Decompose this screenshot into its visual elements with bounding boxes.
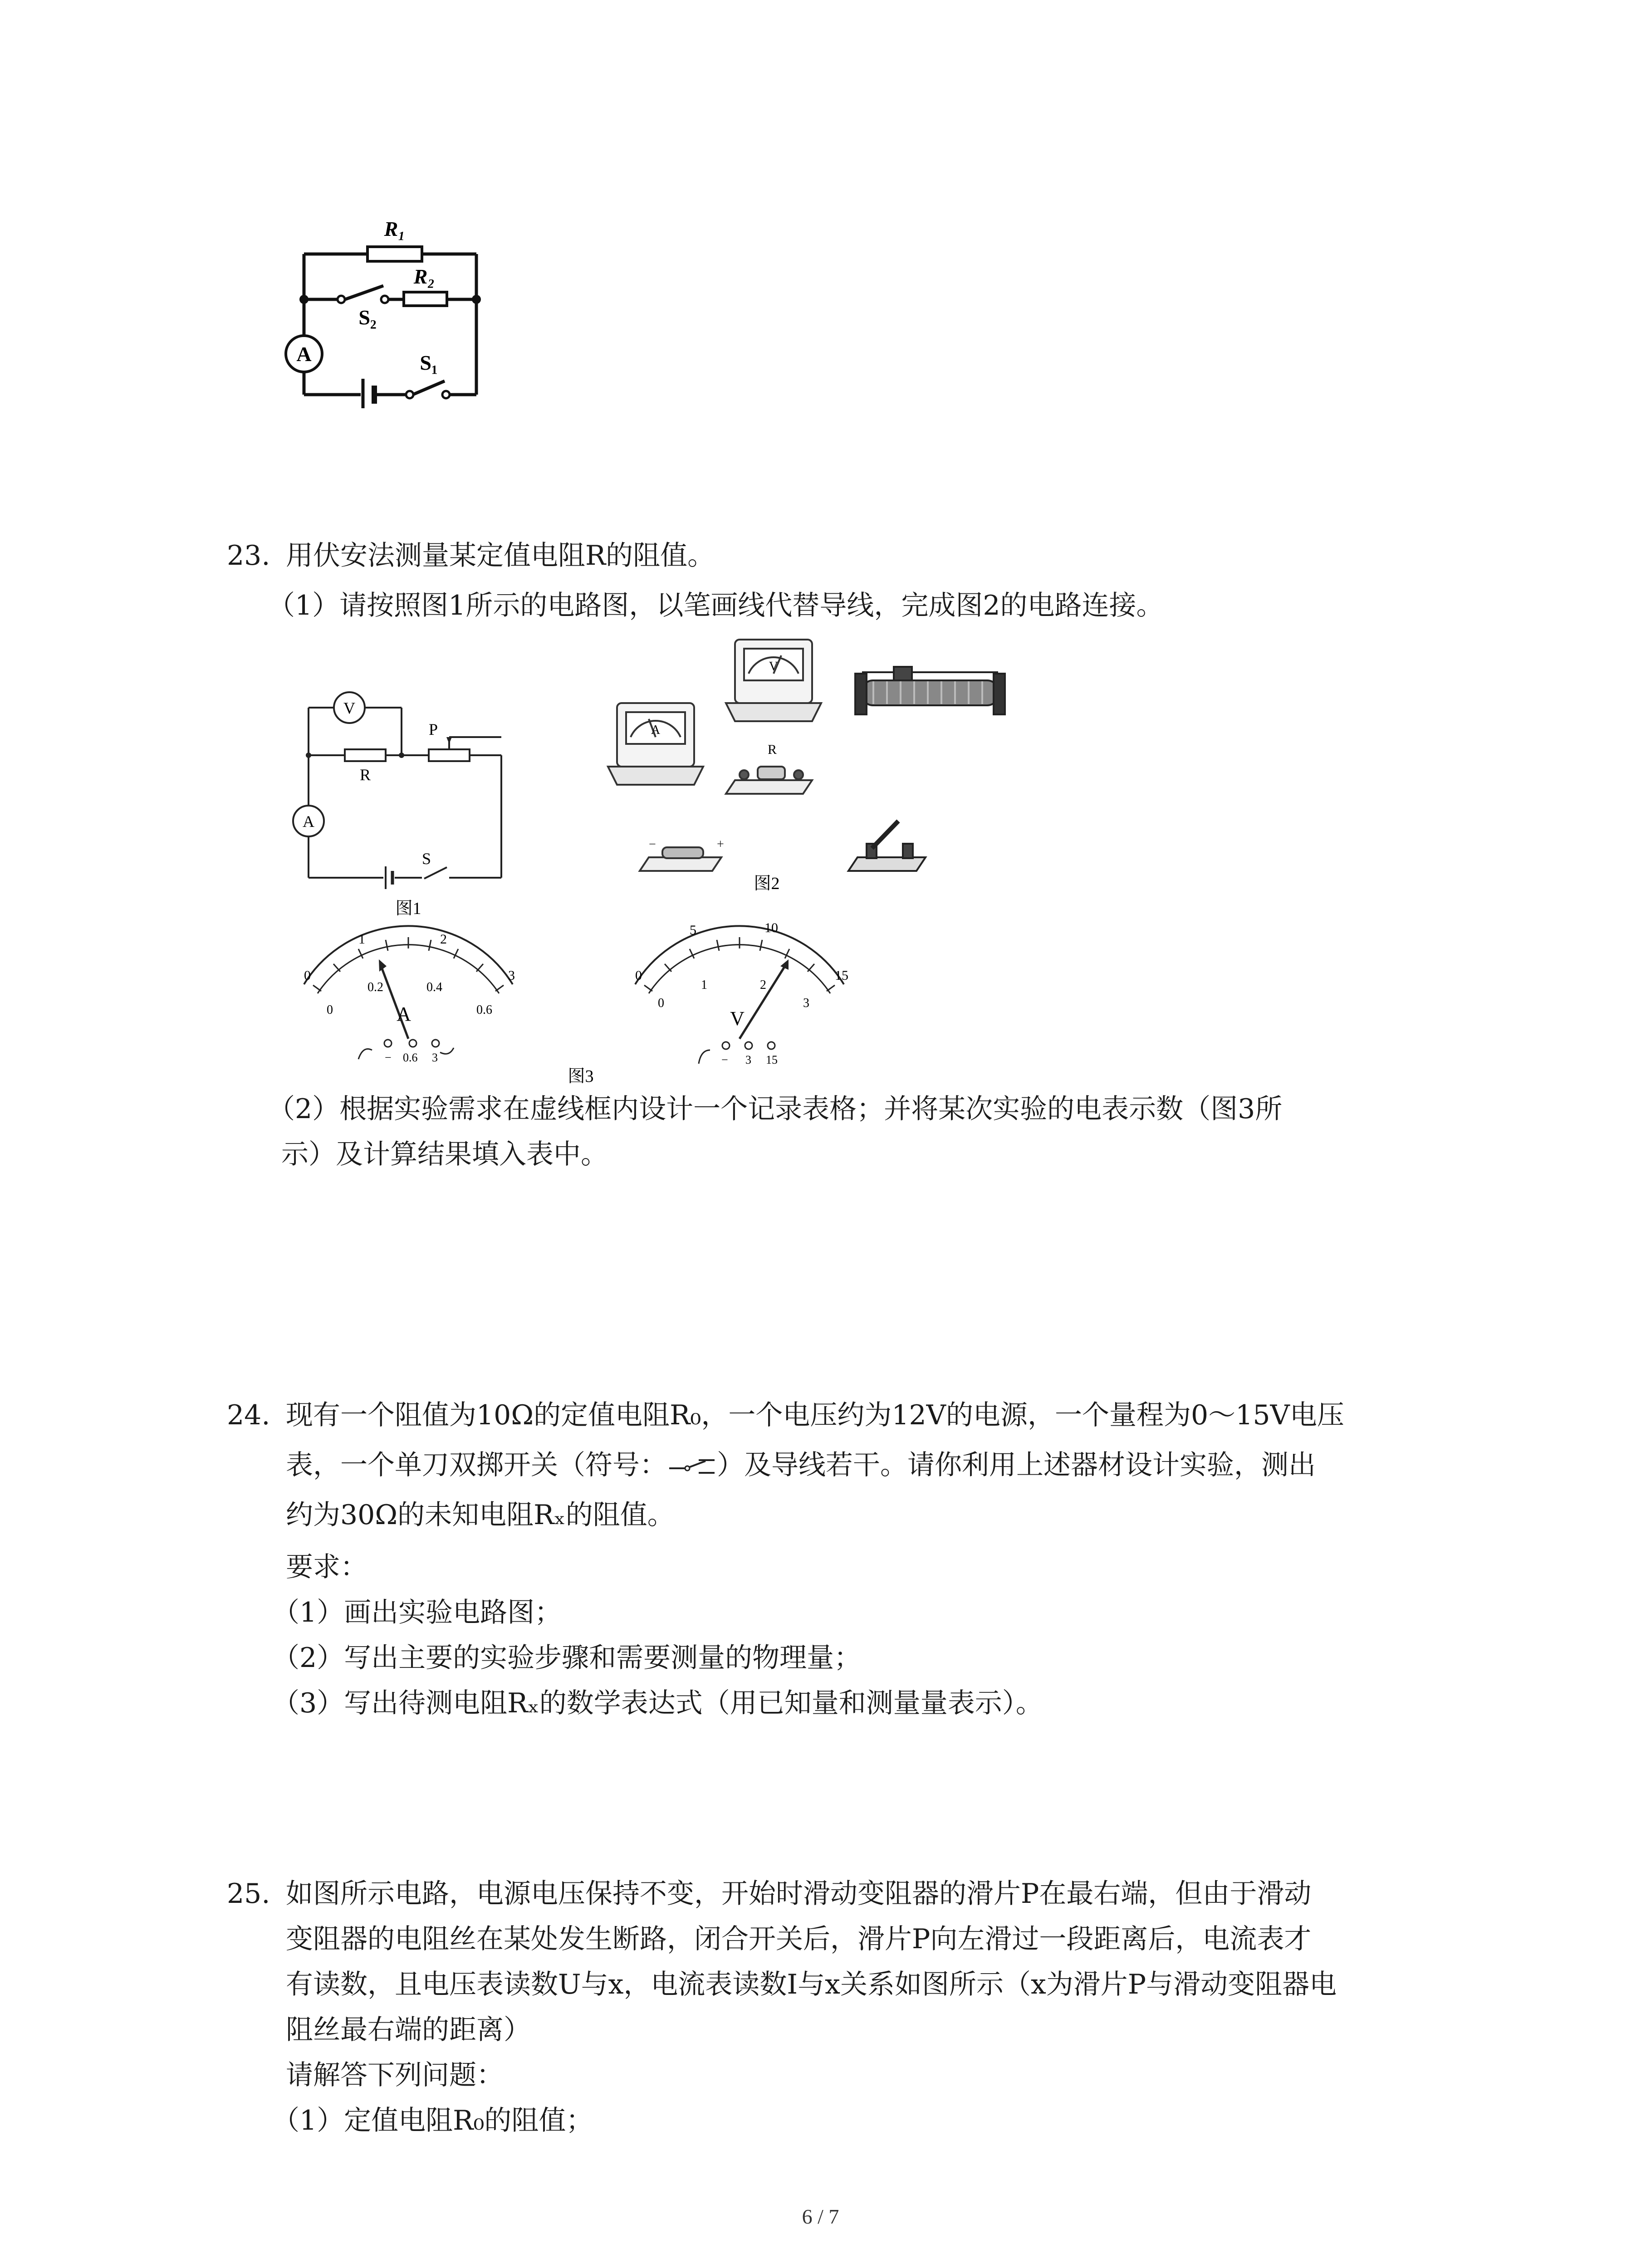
q24-req-1: （1）画出实验电路图； [272,1597,562,1628]
spdt-switch-icon [667,1451,717,1483]
fig2-v-label: V [769,660,779,674]
q25-line4: 阻丝最右端的距离） [286,2014,531,2046]
q24-requirements-label: 要求： [286,1551,367,1583]
fig1-r-label: R [359,766,371,784]
fig3-a-term-0: − [385,1051,392,1064]
fig3-v-letter: V [730,1007,745,1030]
fig3-a-tick-3: 3 [508,968,515,983]
q25-line1 [227,1871,1311,1916]
q25-number: 25. [227,1878,270,1910]
fig22-ammeter-label: A [296,342,312,366]
fig3-a-tick-2: 2 [440,932,447,947]
q23-number: 23. [227,540,270,572]
fig3-a-inner-1: 0.2 [367,980,383,994]
fig3-a-letter: A [397,1003,411,1025]
q24-line2a: 表，一个单刀双掷开关（符号： [286,1449,667,1481]
fig2-battery [640,837,724,871]
q23-stem [227,533,715,578]
fig1-s-label: S [421,850,431,868]
q23-part2-line1: （2）根据实验需求在虚线框内设计一个记录表格；并将某次实验的电表示数（图3所 [268,1093,1283,1125]
fig3-a-term-2: 3 [432,1051,438,1064]
fig3-a-inner-3: 0.6 [476,1003,492,1017]
fig2-caption: 图2 [754,874,780,893]
q25-line2: 变阻器的电阻丝在某处发生断路，闭合开关后，滑片P向左滑过一段距离后，电流表才 [286,1923,1312,1955]
fig3-v-tick-0: 0 [635,968,642,983]
fig1-p-label: P [428,720,438,738]
q24-line2b: ）及导线若干。请你利用上述器材设计实验，测出 [717,1449,1316,1481]
q23-stem-text: 用伏安法测量某定值电阻R的阻值。 [286,540,715,572]
fig2-r-label: R [767,742,777,757]
q23-fig2-apparatus [603,631,1034,903]
svg-text:+: + [717,837,724,851]
q25-line1-text: 如图所示电路，电源电压保持不变，开始时滑动变阻器的滑片P在最右端，但由于滑动 [286,1878,1312,1910]
q24-number: 24. [227,1399,270,1431]
fig22-s2-label: S₂ [358,306,377,329]
fig2-voltmeter [726,640,821,721]
fig2-switch [848,821,926,871]
fig3-v-inner-3: 3 [803,996,809,1010]
fig3-v-inner-1: 1 [701,978,707,992]
fig3-caption: 图3 [568,1067,594,1086]
svg-text:−: − [649,837,656,851]
q24-line3: 约为30Ω的未知电阻Rₓ的阻值。 [286,1499,675,1531]
q24-line1-text: 现有一个阻值为10Ω的定值电阻R₀，一个电压约为12V的电源，一个量程为0～15V电压 [286,1399,1344,1431]
fig22-s1-label: S₁ [420,351,438,374]
fig3-v-term-2: 15 [766,1053,778,1066]
fig3-a-inner-0: 0 [327,1003,333,1017]
fig1-v-label: V [343,699,355,717]
fig1-a-label: A [303,812,314,831]
fig3-v-terminals [699,1042,775,1064]
q24-line1 [227,1393,1344,1438]
fig22-r2-label: R₂ [413,265,435,288]
fig3-v-tick-2: 10 [764,920,778,935]
fig3-v-tick-1: 5 [690,923,696,938]
q23-part1: （1）请按照图1所示的电路图，以笔画线代替导线，完成图2的电路连接。 [268,590,1164,621]
q24-req-3: （3）写出待测电阻Rₓ的数学表达式（用已知量和测量量表示）。 [272,1687,1043,1719]
q23-fig1-circuit [272,671,526,925]
fig3-a-inner-2: 0.4 [426,980,442,994]
fig2-resistor [726,767,812,794]
q23-part2-line2: 示）及计算结果填入表中。 [281,1139,608,1170]
fig3-a-term-1: 0.6 [403,1051,418,1064]
fig3-v-inner-2: 2 [760,978,766,992]
q24-line2 [286,1442,1316,1488]
q23-fig3-meters [290,907,926,1089]
q25-line6: （1）定值电阻R₀的阻值； [272,2105,593,2136]
fig22-r1-label: R₁ [384,217,406,240]
q22-circuit-diagram [272,200,508,408]
fig2-ammeter [608,703,703,785]
fig3-a-tick-0: 0 [304,968,311,983]
fig3-v-tick-3: 15 [835,968,848,983]
fig2-rheostat [855,667,1005,714]
fig3-a-tick-1: 1 [358,932,365,947]
fig3-v-term-0: − [721,1053,728,1066]
fig2-a-label: A [651,723,661,737]
page-number: 6 / 7 [802,2205,839,2228]
q25-line3: 有读数，且电压表读数U与x，电流表读数I与x关系如图所示（x为滑片P与滑动变阻器电 [286,1969,1337,2000]
fig3-v-inner-0: 0 [658,996,664,1010]
fig3-v-term-1: 3 [745,1053,751,1066]
fig1-caption: 图1 [395,899,421,918]
q25-line5: 请解答下列问题： [286,2059,504,2091]
q24-req-2: （2）写出主要的实验步骤和需要测量的物理量； [272,1642,862,1674]
